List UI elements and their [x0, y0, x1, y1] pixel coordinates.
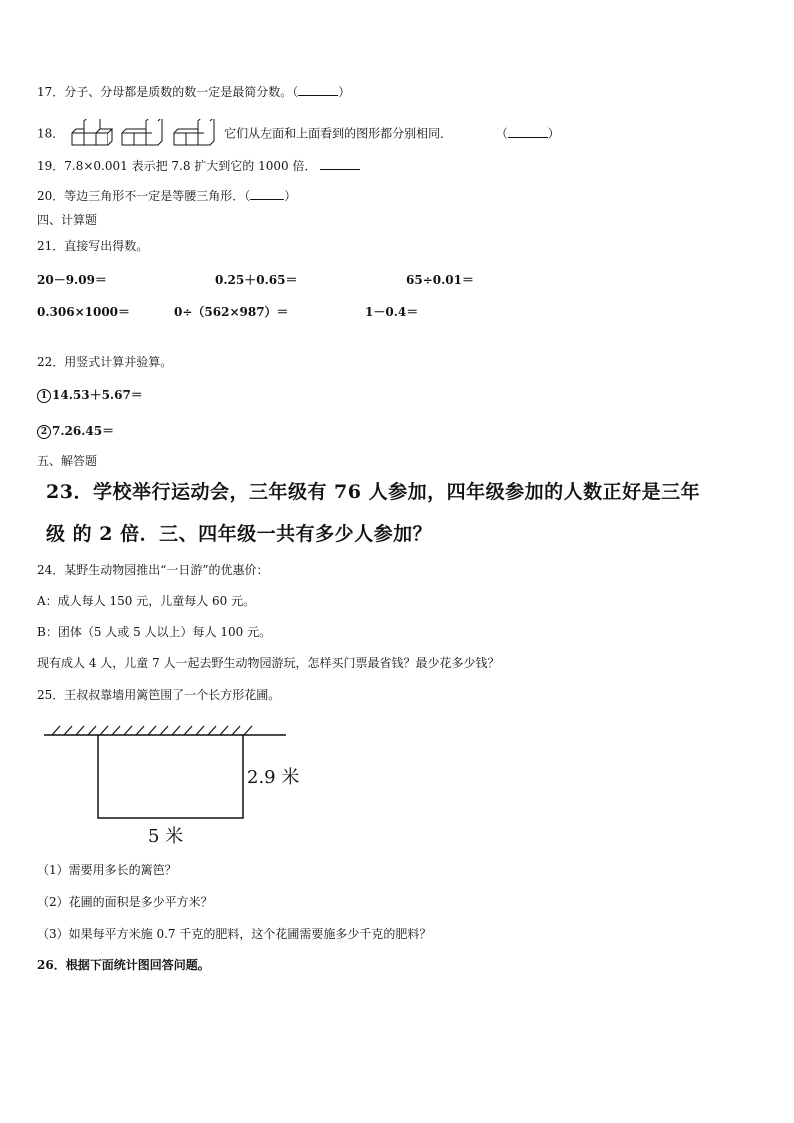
section-heading-5: 五、解答题	[37, 454, 98, 468]
calc-item: 0.306×1000＝	[37, 305, 131, 319]
answer-blank[interactable]	[298, 83, 338, 96]
question-25-part-1: （1）需要用多长的篱笆？	[37, 863, 177, 877]
side-length-label: 2.9 米	[247, 767, 300, 788]
question-18	[37, 119, 560, 149]
vertical-calc-item-2	[37, 422, 114, 439]
question-17	[37, 83, 350, 100]
question-25-part-2: （2）花圃的面积是多少平方米？	[37, 895, 213, 909]
question-18-number: 18．	[37, 126, 65, 141]
option-a: A：成人每人 150 元，儿童每人 60 元。	[37, 594, 256, 608]
paren-close: ）	[338, 85, 351, 99]
paren-open: （	[495, 126, 508, 141]
question-19	[37, 157, 360, 174]
cube-figures-image	[70, 119, 222, 149]
question-20-text: 20．等边三角形不一定是等腰三角形．（	[37, 189, 251, 203]
paren-close: ）	[284, 189, 297, 203]
question-26: 26．根据下面统计图回答问题。	[37, 958, 210, 972]
answer-blank[interactable]	[508, 125, 548, 138]
question-24-ask: 现有成人 4 人，儿童 7 人一起去野生动物园游玩，怎样买门票最省钱？最少花多少钱？	[37, 656, 500, 670]
answer-blank[interactable]	[250, 187, 284, 200]
question-21: 21．直接写出得数。	[37, 239, 149, 253]
question-25-part-3: （3）如果每平方米施 0.7 千克的肥料，这个花圃需要施多少千克的肥料？	[37, 927, 432, 941]
garden-diagram	[30, 718, 350, 848]
question-23-line-2: 级 的 2 倍．三、四年级一共有多少人参加？	[46, 523, 433, 545]
question-24: 24．某野生动物园推出“一日游”的优惠价：	[37, 563, 269, 577]
section-heading-4: 四、计算题	[37, 213, 98, 227]
question-20	[37, 187, 296, 204]
question-17-text: 17．分子、分母都是质数的数一定是最简分数。（	[37, 85, 299, 99]
question-18-text: 它们从左面和上面看到的图形都分别相同．	[224, 126, 453, 141]
calc-item: 20－9.09＝	[37, 273, 107, 287]
option-b: B：团体（5 人或 5 人以上）每人 100 元。	[37, 625, 272, 639]
vertical-calc-item-1	[37, 386, 143, 403]
calc-item: 65÷0.01＝	[406, 273, 474, 287]
circled-number: 2	[37, 425, 51, 439]
calc-expression: 7.26.45＝	[52, 424, 115, 438]
calc-expression: 14.53＋5.67＝	[52, 388, 143, 402]
bottom-length-label: 5 米	[148, 826, 184, 847]
calc-item: 0÷（562×987）＝	[174, 305, 289, 319]
question-22: 22．用竖式计算并验算。	[37, 355, 173, 369]
circled-number: 1	[37, 389, 51, 403]
answer-blank[interactable]	[320, 157, 360, 170]
paren-close: ）	[547, 126, 560, 141]
question-23-line-1: 23．学校举行运动会，三年级有 76 人参加，四年级参加的人数正好是三年	[46, 481, 701, 503]
calc-item: 0.25＋0.65＝	[215, 273, 298, 287]
question-19-text: 19．7.8×0.001 表示把 7.8 扩大到它的 1000 倍．	[37, 159, 317, 173]
calc-item: 1－0.4＝	[365, 305, 419, 319]
question-25: 25．王叔叔靠墙用篱笆围了一个长方形花圃。	[37, 688, 281, 702]
